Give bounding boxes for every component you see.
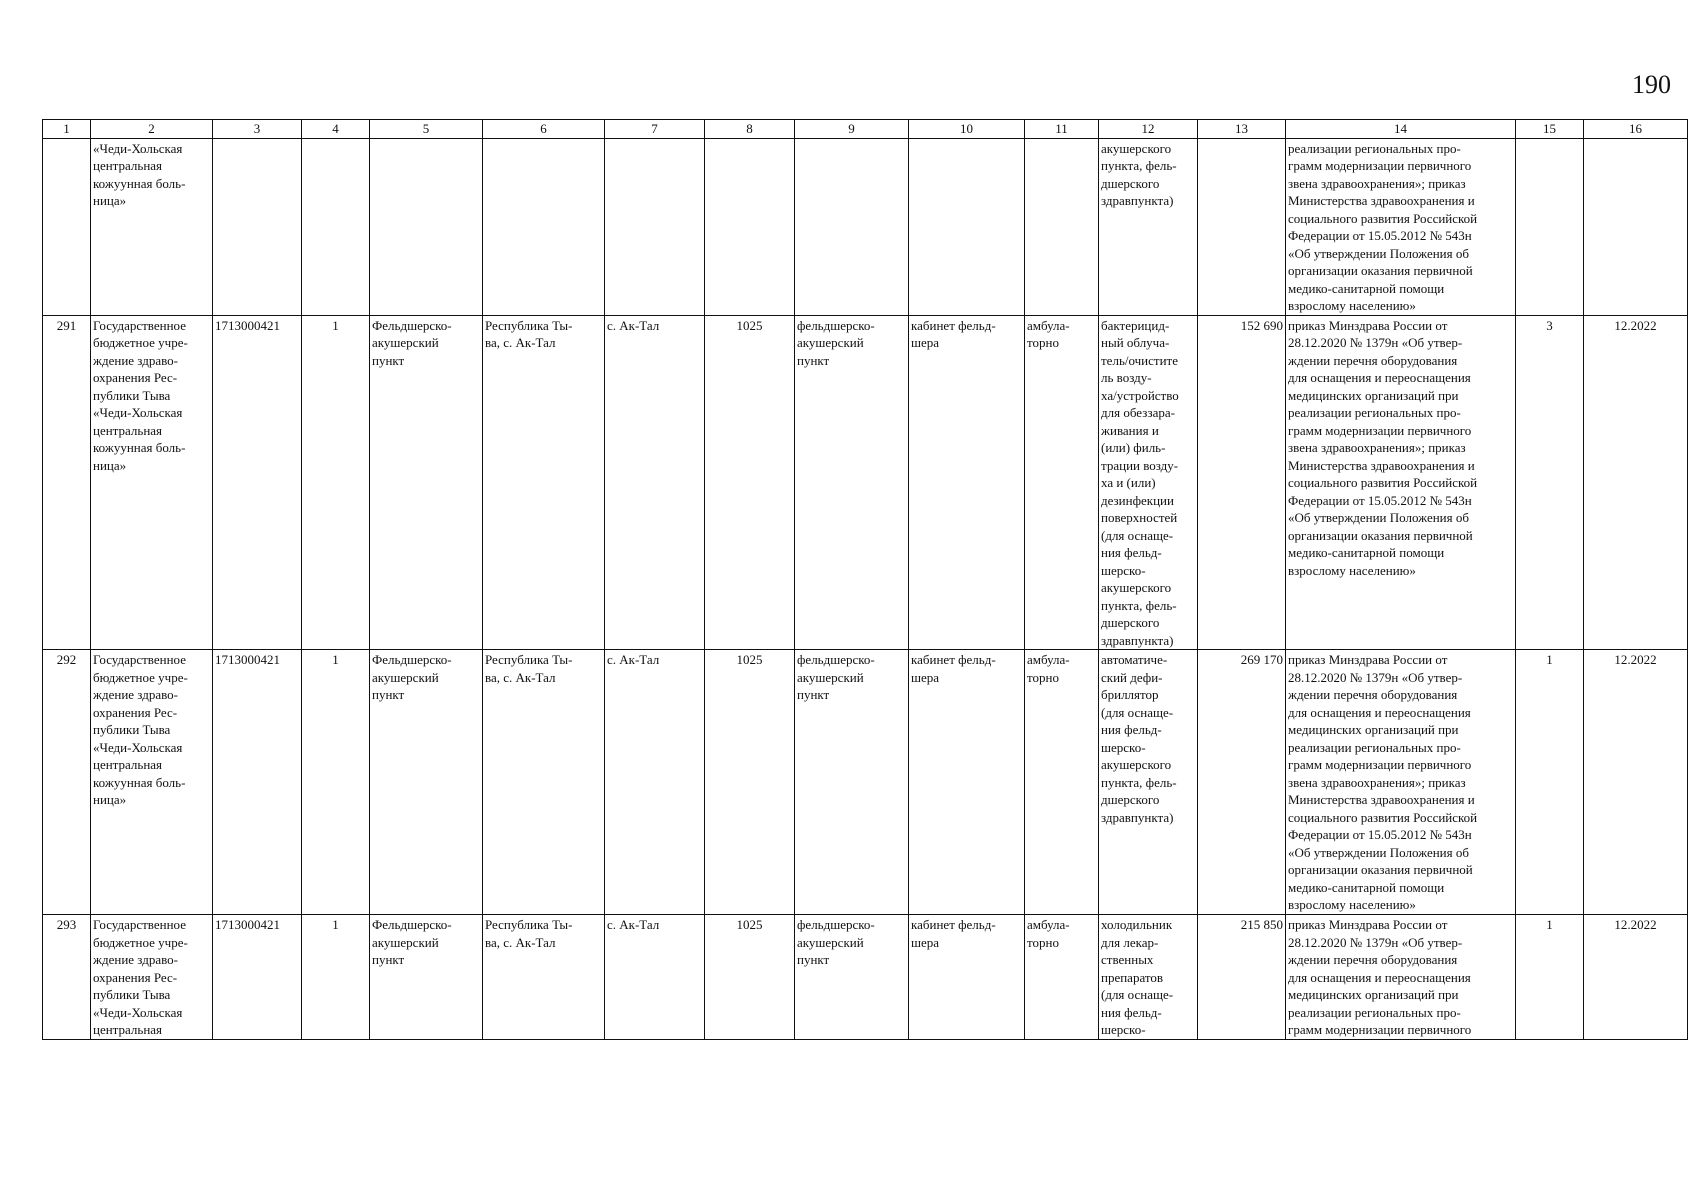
- cell-address: Республика Ты- ва, с. Ак-Тал: [483, 650, 605, 915]
- cell-equipment: бактерицид- ный облуча- тель/очистите ль возду- ха/устройство для обеззара- живания и (или) филь- трации возду- ха и (или) дезинфекции поверхностей (для оснаще- ния фельд- шерско- акушерского пункта, фель- дшерского здравпункта): [1099, 315, 1198, 650]
- cell-row-number: 293: [43, 915, 91, 1040]
- cell-price: 269 170: [1198, 650, 1286, 915]
- cell-empty: [1584, 138, 1688, 315]
- cell-col4: 1: [302, 650, 370, 915]
- cell-facility-type: Фельдшерско- акушерский пункт: [370, 650, 483, 915]
- cell-row-number: 291: [43, 315, 91, 650]
- column-header-9: 9: [795, 120, 909, 139]
- cell-empty: [1025, 138, 1099, 315]
- cell-empty: [483, 138, 605, 315]
- cell-care-mode: амбула- торно: [1025, 915, 1099, 1040]
- column-header-15: 15: [1516, 120, 1584, 139]
- cell-address: Республика Ты- ва, с. Ак-Тал: [483, 315, 605, 650]
- cell-settlement: с. Ак-Тал: [605, 315, 705, 650]
- column-header-11: 11: [1025, 120, 1099, 139]
- cell-address: Республика Ты- ва, с. Ак-Тал: [483, 915, 605, 1040]
- column-header-16: 16: [1584, 120, 1688, 139]
- cell-empty: [795, 138, 909, 315]
- cell-date: 12.2022: [1584, 650, 1688, 915]
- cell-facility-type: Фельдшерско- акушерский пункт: [370, 315, 483, 650]
- header-row: [43, 120, 1688, 139]
- cell-empty: [213, 138, 302, 315]
- table-row: [43, 915, 1688, 1040]
- cell-empty: [43, 138, 91, 315]
- column-header-10: 10: [909, 120, 1025, 139]
- column-header-14: 14: [1286, 120, 1516, 139]
- cell-date: 12.2022: [1584, 315, 1688, 650]
- column-header-7: 7: [605, 120, 705, 139]
- cell-room: кабинет фельд- шера: [909, 315, 1025, 650]
- cell-empty: [1198, 138, 1286, 315]
- cell-col4: 1: [302, 315, 370, 650]
- cell-legal-basis: приказ Минздрава России от 28.12.2020 № 1379н «Об утвер- ждении перечня оборудования для оснащения и переоснащения медицинских организаций при реализации региональных про- грамм модернизации первичного звена здравоохранения»; приказ Министерства здравоохранения и социального развития Российской Федерации от 15.05.2012 № 543н «Об утверждении Положения об организации оказания первичной медико-санитарной помощи взрослому населению»: [1286, 650, 1516, 915]
- cell-room: кабинет фельд- шера: [909, 650, 1025, 915]
- cell-equipment: холодильник для лекар- ственных препаратов (для оснаще- ния фельд- шерско-: [1099, 915, 1198, 1040]
- cell-equipment: акушерского пункта, фель- дшерского здравпункта): [1099, 138, 1198, 315]
- column-header-8: 8: [705, 120, 795, 139]
- column-header-5: 5: [370, 120, 483, 139]
- cell-population: 1025: [705, 650, 795, 915]
- cell-unit-type: фельдшерско- акушерский пункт: [795, 915, 909, 1040]
- cell-population: 1025: [705, 915, 795, 1040]
- cell-empty: [909, 138, 1025, 315]
- cell-code: 1713000421: [213, 915, 302, 1040]
- table-row-continuation: [43, 138, 1688, 315]
- cell-col4: 1: [302, 915, 370, 1040]
- cell-room: кабинет фельд- шера: [909, 915, 1025, 1040]
- table-row: [43, 650, 1688, 915]
- cell-empty: [370, 138, 483, 315]
- cell-quantity: 1: [1516, 650, 1584, 915]
- cell-legal-basis: приказ Минздрава России от 28.12.2020 № 1379н «Об утвер- ждении перечня оборудования для оснащения и переоснащения медицинских организаций при реализации региональных про- грамм модернизации первичного звена здравоохранения»; приказ Министерства здравоохранения и социального развития Российской Федерации от 15.05.2012 № 543н «Об утверждении Положения об организации оказания первичной медико-санитарной помощи взрослому населению»: [1286, 315, 1516, 650]
- cell-facility-type: Фельдшерско- акушерский пункт: [370, 915, 483, 1040]
- cell-price: 215 850: [1198, 915, 1286, 1040]
- cell-price: 152 690: [1198, 315, 1286, 650]
- cell-settlement: с. Ак-Тал: [605, 650, 705, 915]
- cell-code: 1713000421: [213, 315, 302, 650]
- cell-legal-basis: реализации региональных про- грамм модернизации первичного звена здравоохранения»; приказ Министерства здравоохранения и социального развития Российской Федерации от 15.05.2012 № 543н «Об утверждении Положения об организации оказания первичной медико-санитарной помощи взрослому населению»: [1286, 138, 1516, 315]
- cell-empty: [302, 138, 370, 315]
- cell-quantity: 1: [1516, 915, 1584, 1040]
- cell-organization: Государственное бюджетное учре- ждение здраво- охранения Рес- публики Тыва «Чеди-Хольская центральная: [91, 915, 213, 1040]
- cell-date: 12.2022: [1584, 915, 1688, 1040]
- cell-care-mode: амбула- торно: [1025, 650, 1099, 915]
- column-header-12: 12: [1099, 120, 1198, 139]
- cell-legal-basis: приказ Минздрава России от 28.12.2020 № 1379н «Об утвер- ждении перечня оборудования для оснащения и переоснащения медицинских организаций при реализации региональных про- грамм модернизации первичного: [1286, 915, 1516, 1040]
- column-header-2: 2: [91, 120, 213, 139]
- cell-empty: [605, 138, 705, 315]
- cell-unit-type: фельдшерско- акушерский пункт: [795, 315, 909, 650]
- page-number: 190: [1632, 70, 1671, 99]
- column-header-4: 4: [302, 120, 370, 139]
- column-header-13: 13: [1198, 120, 1286, 139]
- cell-organization: «Чеди-Хольская центральная кожуунная боль- ница»: [91, 138, 213, 315]
- cell-settlement: с. Ак-Тал: [605, 915, 705, 1040]
- column-header-1: 1: [43, 120, 91, 139]
- cell-empty: [1516, 138, 1584, 315]
- cell-row-number: 292: [43, 650, 91, 915]
- column-header-3: 3: [213, 120, 302, 139]
- column-header-6: 6: [483, 120, 605, 139]
- cell-organization: Государственное бюджетное учре- ждение здраво- охранения Рес- публики Тыва «Чеди-Хольская центральная кожуунная боль- ница»: [91, 315, 213, 650]
- cell-quantity: 3: [1516, 315, 1584, 650]
- table-row: [43, 315, 1688, 650]
- cell-empty: [705, 138, 795, 315]
- data-table: [42, 119, 1688, 1040]
- cell-care-mode: амбула- торно: [1025, 315, 1099, 650]
- cell-unit-type: фельдшерско- акушерский пункт: [795, 650, 909, 915]
- cell-equipment: автоматиче- ский дефи- бриллятор (для оснаще- ния фельд- шерско- акушерского пункта, фель- дшерского здравпункта): [1099, 650, 1198, 915]
- cell-population: 1025: [705, 315, 795, 650]
- cell-code: 1713000421: [213, 650, 302, 915]
- cell-organization: Государственное бюджетное учре- ждение здраво- охранения Рес- публики Тыва «Чеди-Хольская центральная кожуунная боль- ница»: [91, 650, 213, 915]
